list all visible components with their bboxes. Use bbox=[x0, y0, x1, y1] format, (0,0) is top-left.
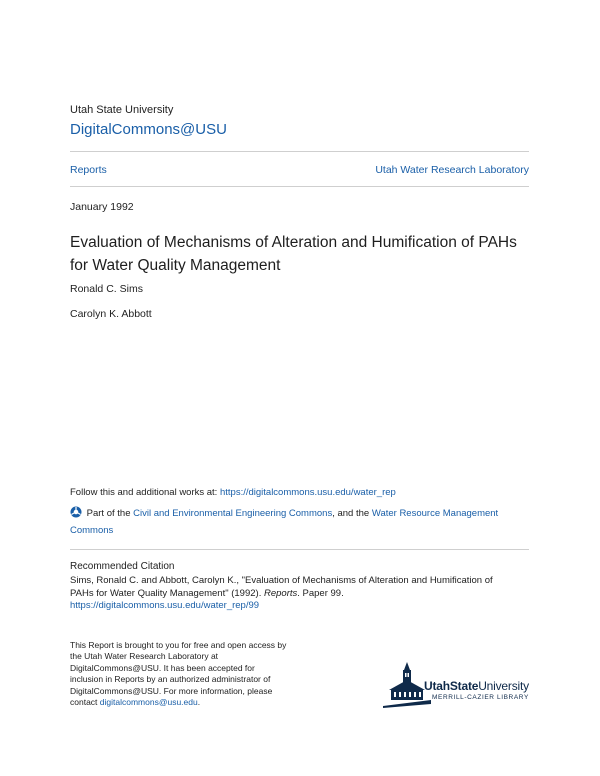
author-2: Carolyn K. Abbott bbox=[70, 308, 152, 320]
document-title bbox=[70, 231, 517, 277]
divider-citation bbox=[70, 549, 529, 550]
follow-text: Follow this and additional works at: bbox=[70, 487, 218, 498]
notice-line-2: the Utah Water Research Laboratory at bbox=[70, 651, 219, 662]
institution-name: Utah State University bbox=[70, 104, 174, 116]
usu-wordmark bbox=[424, 679, 529, 693]
citation-paper: . Paper 99. bbox=[297, 587, 344, 599]
notice-line-6 bbox=[70, 697, 320, 708]
water-resource-mgmt-link-cont[interactable]: Commons bbox=[70, 525, 114, 536]
library-subtitle: MERRILL-CAZIER LIBRARY bbox=[432, 694, 529, 701]
citation-line-2-text: PAHs for Water Quality Management" (1992). bbox=[70, 587, 262, 599]
notice-line-5: DigitalCommons@USU. For more information, please bbox=[70, 685, 273, 696]
divider-mid bbox=[70, 186, 529, 187]
civil-env-eng-commons-link[interactable]: Civil and Environmental Engineering Commons bbox=[133, 508, 333, 519]
access-notice bbox=[70, 640, 320, 708]
reports-link[interactable]: Reports bbox=[70, 164, 107, 176]
divider-top bbox=[70, 151, 529, 152]
notice-line-1: This Report is brought to you for free and open access by bbox=[70, 640, 287, 650]
follow-line bbox=[70, 487, 396, 498]
title-line-1: Evaluation of Mechanisms of Alteration and Humification of PAHs bbox=[70, 234, 517, 251]
notice-contact-label: contact bbox=[70, 697, 98, 708]
part-of-block bbox=[70, 506, 530, 538]
notice-period: . bbox=[197, 697, 201, 708]
contact-email-link[interactable]: digitalcommons@usu.edu bbox=[99, 697, 198, 708]
author-1: Ronald C. Sims bbox=[70, 283, 143, 295]
citation-heading: Recommended Citation bbox=[70, 561, 175, 572]
commons-network-icon bbox=[70, 506, 82, 523]
citation-block bbox=[70, 575, 540, 613]
publication-date: January 1992 bbox=[70, 201, 134, 213]
citation-series: Reports bbox=[263, 587, 298, 599]
citation-line-2 bbox=[70, 588, 540, 601]
follow-url-link[interactable]: https://digitalcommons.usu.edu/water_rep bbox=[219, 487, 396, 498]
title-line-2: for Water Quality Management bbox=[70, 257, 281, 274]
citation-line-1: Sims, Ronald C. and Abbott, Carolyn K., "Evaluation of Mechanisms of Alteration and Humification of bbox=[70, 575, 493, 586]
uwrl-link[interactable]: Utah Water Research Laboratory bbox=[375, 164, 529, 176]
usu-wordmark-bold: UtahState bbox=[424, 679, 479, 693]
citation-url-link[interactable]: https://digitalcommons.usu.edu/water_rep/99 bbox=[70, 600, 260, 611]
usu-wordmark-light: University bbox=[478, 679, 529, 693]
part-of-middle: , and the bbox=[332, 508, 370, 519]
water-resource-mgmt-link[interactable]: Water Resource Management bbox=[371, 508, 499, 519]
part-of-prefix: Part of the bbox=[86, 508, 131, 519]
notice-line-4: inclusion in Reports by an authorized administrator of bbox=[70, 674, 271, 685]
notice-line-3: DigitalCommons@USU. It has been accepted for bbox=[70, 662, 255, 673]
digitalcommons-link[interactable]: DigitalCommons@USU bbox=[70, 121, 227, 138]
